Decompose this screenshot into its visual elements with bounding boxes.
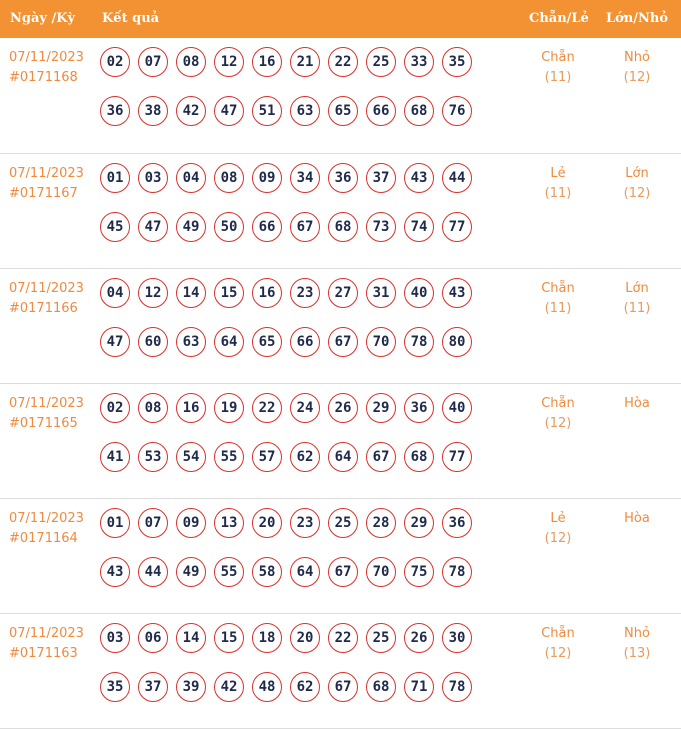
number-ball: 08: [138, 393, 168, 423]
result-numbers: [100, 47, 480, 145]
number-ball: 20: [290, 623, 320, 653]
number-ball: 68: [404, 96, 434, 126]
number-ball: 36: [404, 393, 434, 423]
lonnho-cell: [602, 279, 672, 319]
lonnho-cell: [602, 624, 672, 664]
number-line: [100, 672, 480, 702]
lonnho-count: (12): [623, 70, 651, 85]
draw-date: 07/11/2023: [9, 396, 84, 411]
number-line: [100, 557, 480, 587]
number-ball: 22: [328, 623, 358, 653]
number-ball: 37: [366, 163, 396, 193]
number-ball: 60: [138, 327, 168, 357]
number-ball: 18: [252, 623, 282, 653]
number-ball: 78: [404, 327, 434, 357]
chanle-value: Chẵn: [541, 281, 575, 296]
number-ball: 13: [214, 508, 244, 538]
draw-date: 07/11/2023: [9, 166, 84, 181]
number-ball: 36: [100, 96, 130, 126]
number-ball: 21: [290, 47, 320, 77]
draw-id: #0171165: [9, 416, 78, 431]
table-row: [0, 614, 681, 729]
number-ball: 47: [100, 327, 130, 357]
draw-info: [9, 48, 84, 88]
draw-date: 07/11/2023: [9, 626, 84, 641]
draw-info: [9, 509, 84, 549]
lonnho-cell: [602, 48, 672, 88]
chanle-cell: [523, 394, 593, 434]
number-ball: 23: [290, 278, 320, 308]
number-ball: 20: [252, 508, 282, 538]
table-row: [0, 38, 681, 154]
chanle-value: Lẻ: [550, 166, 566, 181]
number-ball: 16: [252, 47, 282, 77]
number-ball: 25: [366, 623, 396, 653]
number-ball: 26: [328, 393, 358, 423]
number-ball: 42: [214, 672, 244, 702]
number-ball: 70: [366, 327, 396, 357]
number-ball: 08: [176, 47, 206, 77]
chanle-count: (11): [544, 186, 572, 201]
number-ball: 22: [252, 393, 282, 423]
number-ball: 37: [138, 672, 168, 702]
chanle-cell: [523, 279, 593, 319]
number-ball: 53: [138, 442, 168, 472]
number-ball: 06: [138, 623, 168, 653]
number-ball: 12: [138, 278, 168, 308]
number-ball: 63: [290, 96, 320, 126]
number-ball: 63: [176, 327, 206, 357]
number-ball: 62: [290, 672, 320, 702]
number-ball: 77: [442, 212, 472, 242]
number-ball: 35: [442, 47, 472, 77]
number-ball: 15: [214, 278, 244, 308]
number-ball: 44: [442, 163, 472, 193]
draw-date: 07/11/2023: [9, 50, 84, 65]
number-ball: 30: [442, 623, 472, 653]
number-ball: 67: [328, 327, 358, 357]
number-ball: 38: [138, 96, 168, 126]
number-ball: 02: [100, 393, 130, 423]
chanle-cell: [523, 509, 593, 549]
number-ball: 29: [404, 508, 434, 538]
lonnho-value: Hòa: [624, 511, 650, 526]
number-ball: 78: [442, 672, 472, 702]
table-body: [0, 38, 681, 729]
number-ball: 55: [214, 557, 244, 587]
number-ball: 27: [328, 278, 358, 308]
chanle-cell: [523, 164, 593, 204]
number-line: [100, 442, 480, 472]
number-ball: 14: [176, 623, 206, 653]
chanle-count: (11): [544, 70, 572, 85]
number-ball: 01: [100, 163, 130, 193]
number-ball: 25: [328, 508, 358, 538]
number-ball: 67: [366, 442, 396, 472]
lonnho-value: Hòa: [624, 396, 650, 411]
number-ball: 40: [442, 393, 472, 423]
number-ball: 43: [100, 557, 130, 587]
number-ball: 55: [214, 442, 244, 472]
number-ball: 29: [366, 393, 396, 423]
number-ball: 54: [176, 442, 206, 472]
number-line: [100, 327, 480, 357]
number-ball: 66: [366, 96, 396, 126]
number-ball: 68: [328, 212, 358, 242]
number-ball: 47: [138, 212, 168, 242]
result-numbers: [100, 623, 480, 721]
number-ball: 09: [252, 163, 282, 193]
table-row: [0, 154, 681, 269]
draw-info: [9, 279, 84, 319]
number-ball: 80: [442, 327, 472, 357]
number-ball: 04: [176, 163, 206, 193]
number-line: [100, 212, 480, 242]
draw-id: #0171168: [9, 70, 78, 85]
lonnho-cell: [602, 394, 672, 414]
number-ball: 02: [100, 47, 130, 77]
number-ball: 39: [176, 672, 206, 702]
draw-info: [9, 164, 84, 204]
number-ball: 24: [290, 393, 320, 423]
number-ball: 71: [404, 672, 434, 702]
number-ball: 66: [290, 327, 320, 357]
number-ball: 03: [100, 623, 130, 653]
lonnho-value: Lớn: [625, 281, 649, 296]
number-ball: 12: [214, 47, 244, 77]
number-ball: 43: [404, 163, 434, 193]
number-ball: 74: [404, 212, 434, 242]
result-numbers: [100, 163, 480, 261]
draw-id: #0171166: [9, 301, 78, 316]
number-ball: 76: [442, 96, 472, 126]
number-ball: 73: [366, 212, 396, 242]
number-ball: 23: [290, 508, 320, 538]
table-header: [0, 0, 681, 38]
lonnho-count: (13): [623, 646, 651, 661]
number-ball: 16: [252, 278, 282, 308]
table-row: [0, 384, 681, 499]
lonnho-count: (12): [623, 186, 651, 201]
chanle-value: Chẵn: [541, 50, 575, 65]
number-ball: 68: [404, 442, 434, 472]
draw-info: [9, 394, 84, 434]
number-ball: 67: [328, 557, 358, 587]
chanle-count: (12): [544, 646, 572, 661]
number-ball: 26: [404, 623, 434, 653]
number-ball: 67: [328, 672, 358, 702]
number-ball: 50: [214, 212, 244, 242]
number-ball: 45: [100, 212, 130, 242]
number-ball: 25: [366, 47, 396, 77]
number-ball: 07: [138, 47, 168, 77]
number-ball: 58: [252, 557, 282, 587]
number-ball: 49: [176, 212, 206, 242]
number-ball: 07: [138, 508, 168, 538]
number-ball: 42: [176, 96, 206, 126]
chanle-count: (12): [544, 416, 572, 431]
result-numbers: [100, 393, 480, 491]
number-ball: 36: [442, 508, 472, 538]
number-ball: 67: [290, 212, 320, 242]
number-ball: 04: [100, 278, 130, 308]
lonnho-value: Lớn: [625, 166, 649, 181]
number-ball: 64: [328, 442, 358, 472]
number-ball: 62: [290, 442, 320, 472]
number-ball: 31: [366, 278, 396, 308]
number-ball: 41: [100, 442, 130, 472]
lonnho-cell: [602, 509, 672, 529]
number-ball: 33: [404, 47, 434, 77]
draw-date: 07/11/2023: [9, 281, 84, 296]
result-numbers: [100, 278, 480, 376]
number-line: [100, 623, 480, 653]
number-ball: 35: [100, 672, 130, 702]
number-ball: 34: [290, 163, 320, 193]
table-row: [0, 499, 681, 614]
number-ball: 08: [214, 163, 244, 193]
number-line: [100, 508, 480, 538]
chanle-value: Chẵn: [541, 626, 575, 641]
result-numbers: [100, 508, 480, 606]
chanle-cell: [523, 624, 593, 664]
number-ball: 48: [252, 672, 282, 702]
lonnho-value: Nhỏ: [624, 626, 650, 641]
number-ball: 68: [366, 672, 396, 702]
number-line: [100, 163, 480, 193]
header-lonnho: Lớn/Nhỏ: [606, 11, 669, 26]
number-ball: 77: [442, 442, 472, 472]
draw-id: #0171163: [9, 646, 78, 661]
number-ball: 78: [442, 557, 472, 587]
number-ball: 36: [328, 163, 358, 193]
number-ball: 14: [176, 278, 206, 308]
number-line: [100, 278, 480, 308]
number-line: [100, 393, 480, 423]
number-ball: 66: [252, 212, 282, 242]
chanle-value: Lẻ: [550, 511, 566, 526]
number-ball: 43: [442, 278, 472, 308]
lonnho-value: Nhỏ: [624, 50, 650, 65]
number-ball: 47: [214, 96, 244, 126]
number-ball: 28: [366, 508, 396, 538]
number-line: [100, 47, 480, 77]
table-row: [0, 269, 681, 384]
number-ball: 16: [176, 393, 206, 423]
number-ball: 65: [252, 327, 282, 357]
number-ball: 09: [176, 508, 206, 538]
draw-info: [9, 624, 84, 664]
number-ball: 65: [328, 96, 358, 126]
number-ball: 57: [252, 442, 282, 472]
number-ball: 51: [252, 96, 282, 126]
lonnho-cell: [602, 164, 672, 204]
draw-date: 07/11/2023: [9, 511, 84, 526]
number-line: [100, 96, 480, 126]
number-ball: 70: [366, 557, 396, 587]
number-ball: 44: [138, 557, 168, 587]
number-ball: 75: [404, 557, 434, 587]
number-ball: 01: [100, 508, 130, 538]
number-ball: 19: [214, 393, 244, 423]
chanle-cell: [523, 48, 593, 88]
number-ball: 03: [138, 163, 168, 193]
number-ball: 40: [404, 278, 434, 308]
draw-id: #0171164: [9, 531, 78, 546]
header-result: Kết quả: [102, 11, 160, 26]
header-date: Ngày /Kỳ: [10, 11, 76, 26]
number-ball: 49: [176, 557, 206, 587]
chanle-count: (12): [544, 531, 572, 546]
number-ball: 22: [328, 47, 358, 77]
number-ball: 64: [214, 327, 244, 357]
number-ball: 15: [214, 623, 244, 653]
header-chanle: Chẵn/Lẻ: [529, 11, 589, 26]
number-ball: 64: [290, 557, 320, 587]
chanle-value: Chẵn: [541, 396, 575, 411]
chanle-count: (11): [544, 301, 572, 316]
lonnho-count: (11): [623, 301, 651, 316]
draw-id: #0171167: [9, 186, 78, 201]
